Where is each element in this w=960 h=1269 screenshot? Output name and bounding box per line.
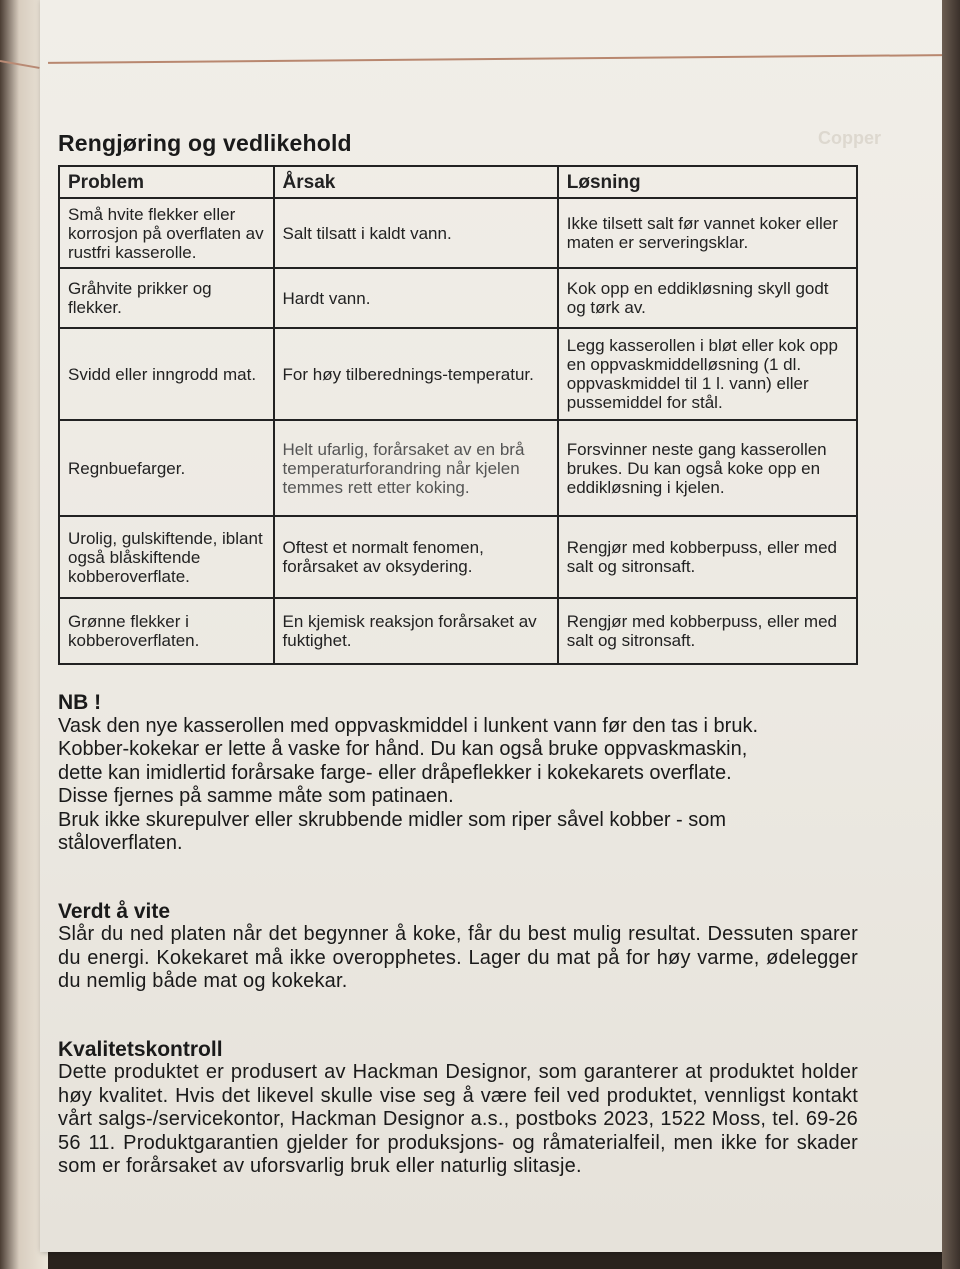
nb-line: Vask den nye kasserollen med oppvaskmiddel i lunkent vann før den tas i bruk. — [58, 714, 758, 737]
solution-cell: Forsvinner neste gang kasserollen brukes. Du kan også koke opp en eddikløsning i kjelen. — [558, 420, 857, 516]
table-row — [59, 198, 857, 268]
problem-cell: Grønne flekker i kobberoverflaten. — [59, 598, 274, 664]
solution-cell: Kok opp en eddikløsning skyll godt og tørk av. — [558, 268, 857, 328]
quality-text: Dette produktet er produsert av Hackman Designor, som garanterer at produktet holder høy kvalitet. Hvis det likevel skulle vise seg å være feil ved produktet, vennligst kontakt vårt salgs-/servicekontor, Hackman Designor a.s., postboks 2023, 1522 Moss, tel. 69-26 56 11. Produktgarantien gjelder for produksjons- og råmaterialfeil, men ikke for skader som er forårsaket av uforsvarlig bruk eller naturlig slitasje. — [58, 1061, 858, 1177]
good-to-know-section — [58, 900, 858, 994]
cause-cell: Oftest et normalt fenomen, forårsaket av oksydering. — [274, 516, 558, 598]
problem-cell: Urolig, gulskiftende, iblant også blåskiftende kobberoverflate. — [59, 516, 274, 598]
page-right-shadow — [942, 0, 960, 1269]
solution-cell: Legg kasserollen i bløt eller kok opp en oppvaskmiddelløsning (1 dl. oppvaskmiddel til 1 l. vann) eller pussemiddel for stål. — [558, 328, 857, 420]
table-row — [59, 516, 857, 598]
table-row — [59, 598, 857, 664]
cause-cell: En kjemisk reaksjon forårsaket av fuktighet. — [274, 598, 558, 664]
header-solution: Løsning — [558, 166, 857, 198]
table-row — [59, 420, 857, 516]
problem-cell: Små hvite flekker eller korrosjon på overflaten av rustfri kasserolle. — [59, 198, 274, 268]
quality-heading: Kvalitetskontroll — [58, 1037, 223, 1061]
good-to-know-text: Slår du ned platen når det begynner å koke, får du best mulig resultat. Dessuten sparer du energi. Kokekaret må ikke overopphetes. Lager du mat på for høy varme, ødelegger du nemlig både mat og kokekar. — [58, 923, 858, 992]
cause-cell: Salt tilsatt i kaldt vann. — [274, 198, 558, 268]
solution-cell: Ikke tilsett salt før vannet koker eller maten er serveringsklar. — [558, 198, 857, 268]
nb-line: Bruk ikke skurepulver eller skrubbende midler som riper såvel kobber - som — [58, 808, 727, 831]
bleed-through-text: Copper — [818, 128, 881, 148]
header-cause: Årsak — [274, 166, 558, 198]
solution-cell: Rengjør med kobberpuss, eller med salt og sitronsaft. — [558, 516, 857, 598]
good-to-know-heading: Verdt å vite — [58, 899, 171, 923]
nb-heading: NB ! — [58, 691, 102, 714]
nb-line: ståloverflaten. — [58, 832, 183, 854]
table-header-row — [59, 166, 857, 198]
quality-section — [58, 1038, 858, 1179]
cause-cell: Hardt vann. — [274, 268, 558, 328]
solution-cell: Rengjør med kobberpuss, eller med salt og sitronsaft. — [558, 598, 857, 664]
cause-cell: For høy tilberednings-temperatur. — [274, 328, 558, 420]
table-row — [59, 328, 857, 420]
page-top-rule — [48, 54, 943, 64]
page-content — [58, 130, 858, 1179]
nb-line: Kobber-kokekar er lette å vaske for hånd. Du kan også bruke oppvaskmaskin, — [58, 738, 748, 760]
nb-line: dette kan imidlertid forårsake farge- eller dråpeflekker i kokekarets overflate. — [58, 761, 732, 784]
nb-section — [58, 691, 858, 856]
problem-cell: Regnbuefarger. — [59, 420, 274, 516]
header-problem: Problem — [59, 166, 274, 198]
cause-cell: Helt ufarlig, forårsaket av en brå temperaturforandring når kjelen temmes rett etter koking. — [274, 420, 558, 516]
nb-line: Disse fjernes på samme måte som patinaen. — [58, 785, 454, 807]
problem-cell: Gråhvite prikker og flekker. — [59, 268, 274, 328]
care-table — [58, 165, 858, 665]
section-title: Rengjøring og vedlikehold — [58, 130, 352, 156]
problem-cell: Svidd eller inngrodd mat. — [59, 328, 274, 420]
table-row — [59, 268, 857, 328]
